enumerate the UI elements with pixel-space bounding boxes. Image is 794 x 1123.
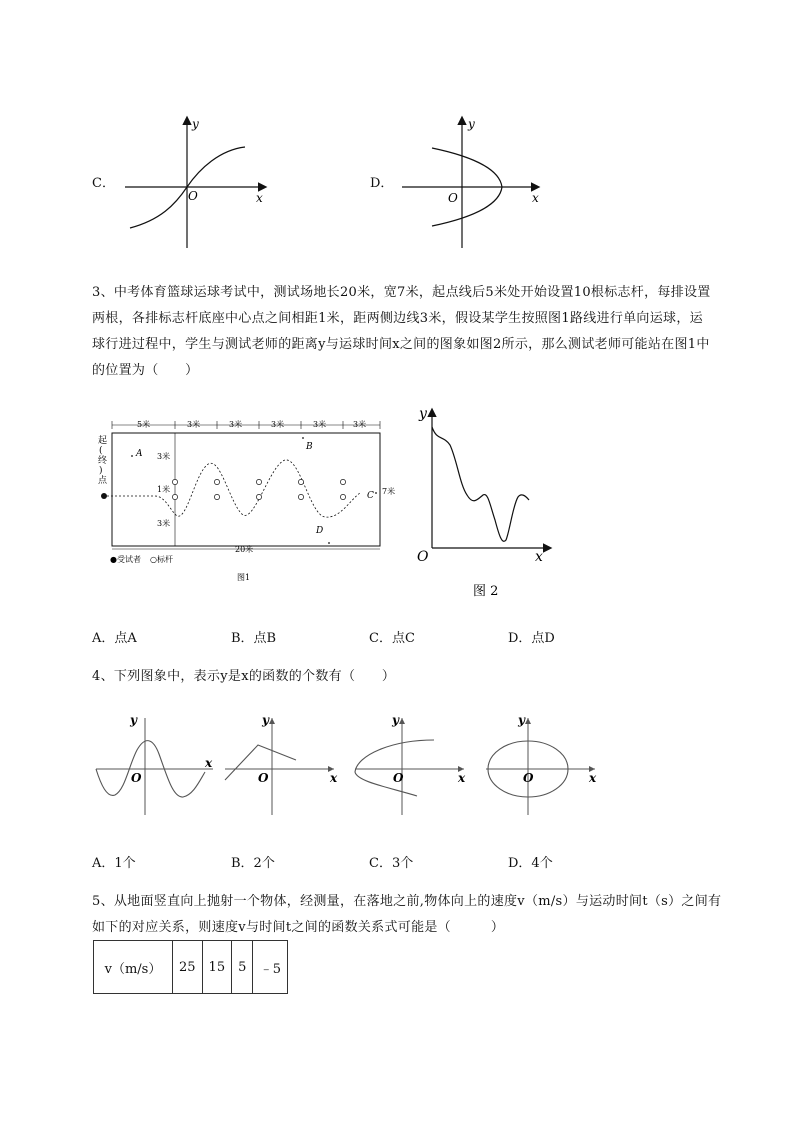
table-cell: 15 <box>202 941 232 994</box>
q4g1-y: y <box>130 713 137 727</box>
top-dim-4: 3米 <box>271 420 285 429</box>
figure-1-court <box>95 415 395 595</box>
fig2-x-label: x <box>535 549 543 565</box>
q3-option-c: C．点C <box>369 631 415 646</box>
start-char-2: ( <box>99 446 103 456</box>
figure-2-graph <box>415 405 560 605</box>
point-a: A <box>136 449 143 459</box>
point-d: D <box>316 526 324 536</box>
q4-option-b: B．2个 <box>231 856 275 871</box>
start-char-5: 点 <box>98 476 108 486</box>
q4g3-x: x <box>458 771 466 785</box>
d-y-label: y <box>468 117 475 131</box>
start-char-4: ) <box>99 466 103 476</box>
d-origin-label: O <box>448 191 458 205</box>
question-3-text: 3、中考体育篮球运球考试中，测试场地长20米，宽7米，起点线后5米处开始设置10根标志杆，每排设置两根，各排标志杆底座中心点之间相距1米，距两侧边线3米，假设某学生按照图1路线进行单向运球，运球行进过程中，学生与测试老师的距离y与运球时间x之间的图象如图2所示，那么测试老师可能站在图1中的位置为（ ） <box>92 285 711 378</box>
q4g4-x: x <box>589 771 597 785</box>
table-row <box>94 941 288 994</box>
table-cell: 25 <box>173 941 203 994</box>
d-x-label: x <box>532 191 539 205</box>
fig2-origin: O <box>417 549 429 565</box>
legend-pole: ○标杆 <box>150 555 173 564</box>
option-d-graph <box>400 110 560 255</box>
top-dim-6: 3米 <box>353 420 367 429</box>
figure-1-caption: 图1 <box>237 573 251 582</box>
top-dim-1: 5米 <box>137 420 151 429</box>
q4-graph-4-ellipse <box>483 710 608 820</box>
q4g2-x: x <box>330 771 338 785</box>
point-b: B <box>306 442 313 452</box>
q4g1-x: x <box>205 756 213 770</box>
q4-option-a: A．1个 <box>92 856 136 871</box>
q4g2-y: y <box>262 713 269 727</box>
start-char-3: 终 <box>98 456 108 466</box>
q4g3-y: y <box>392 713 399 727</box>
q4-graph-3-parabola <box>352 710 477 820</box>
table-header-cell: v（m/s） <box>94 941 173 994</box>
right-dim: 7米 <box>382 487 396 496</box>
q4-option-c: C．3个 <box>369 856 414 871</box>
option-c-label: C． <box>92 176 115 191</box>
left-dim-3: 3米 <box>157 519 171 528</box>
legend-runner: ●受试者 <box>110 555 141 564</box>
velocity-table <box>93 940 288 994</box>
c-y-label: y <box>192 117 199 131</box>
bottom-dim: 20米 <box>235 545 254 554</box>
q4g1-o: O <box>131 771 142 785</box>
q4-graph-2-broken-line <box>222 710 347 820</box>
question-4-text: 4、下列图象中，表示y是x的函数的个数有（ ） <box>92 669 396 684</box>
q4g2-o: O <box>258 771 269 785</box>
table-cell: 5 <box>232 941 253 994</box>
figure-2-caption: 图 2 <box>473 584 499 599</box>
c-origin-label: O <box>188 189 198 203</box>
option-c-graph <box>120 110 280 255</box>
top-dim-2: 3米 <box>187 420 201 429</box>
q3-option-d: D．点D <box>508 631 555 646</box>
q4g4-o: O <box>523 771 534 785</box>
q4g3-o: O <box>393 771 404 785</box>
top-dim-5: 3米 <box>313 420 327 429</box>
q3-option-b: B．点B <box>231 631 277 646</box>
question-5-text: 5、从地面竖直向上抛射一个物体，经测量，在落地之前,物体向上的速度v（m/s）与运动时间t（s）之间有如下的对应关系，则速度v与时间t之间的函数关系式可能是（ ） <box>92 894 722 935</box>
left-dim-1: 3米 <box>157 452 171 461</box>
fig2-y-label: y <box>419 406 427 422</box>
q4-graph-1-sine <box>93 710 218 820</box>
point-c: C <box>367 491 374 501</box>
c-x-label: x <box>256 191 263 205</box>
left-dim-2: 1米 <box>157 485 171 494</box>
q4-option-d: D．4个 <box>508 856 553 871</box>
top-dim-3: 3米 <box>229 420 243 429</box>
start-char-1: 起 <box>98 436 108 446</box>
option-d-label: D． <box>370 176 394 191</box>
q3-option-a: A．点A <box>92 631 137 646</box>
q4g4-y: y <box>518 713 525 727</box>
table-cell: ﹣5 <box>253 941 288 994</box>
